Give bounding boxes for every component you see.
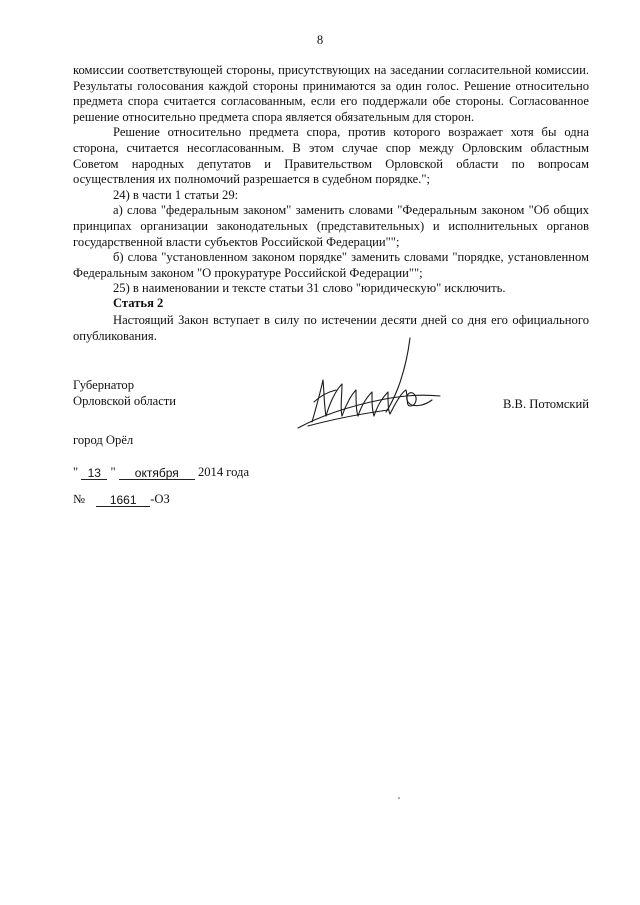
page-number: 8 — [316, 33, 324, 47]
article-heading: Статья 2 — [113, 296, 164, 310]
signatory-position — [73, 378, 176, 409]
handwritten-signature — [290, 330, 450, 440]
law-number-field — [96, 492, 150, 507]
date-open-quote: " — [73, 465, 79, 479]
position-line: Орловской области — [73, 393, 177, 408]
paragraph: б) слова "установленном законом порядке" заменить словами "порядке, установленном Федеральным законом "О прокуратуре Российской Федерации""; — [73, 250, 589, 280]
law-number-line — [73, 492, 170, 508]
date-month-field — [119, 465, 195, 480]
number-sign: № — [73, 492, 86, 506]
paragraph: 24) в части 1 статьи 29: — [113, 187, 239, 202]
date-year: 2014 года — [197, 465, 250, 479]
paragraph: Решение относительно предмета спора, против которого возражает хотя бы одна сторона, считается несогласованным. В этом случае спор между Орловским областным Советом народных депутатов и Правительством Орловской области по вопросам осуществления их полномочий разрешается в судебном порядке."; — [73, 125, 589, 187]
paragraph: комиссии соответствующей стороны, присутствующих на заседании согласительной комиссии. Результаты голосования каждой стороны принимаются за один голос. Решение относительно предмета спора считается согласованным, если его поддержали обе стороны. Согласованное решение относительно предмета спора является обязательным для сторон. — [73, 63, 589, 124]
law-body-text — [73, 63, 589, 297]
date-close-quote: " — [110, 465, 116, 479]
paragraph: 25) в наименовании и тексте статьи 31 слово "юридическую" исключить. — [113, 281, 506, 296]
paragraph: а) слова "федеральным законом" заменить словами "Федеральным законом "Об общих принципах организации законодательных (представительных) и исполнительных органов государственной власти субъектов Российской Федерации""; — [73, 203, 589, 249]
scan-speck — [398, 797, 400, 799]
city: город Орёл — [73, 433, 134, 447]
date-day-field — [81, 465, 107, 480]
law-number-suffix: -ОЗ — [150, 492, 170, 506]
date-line — [73, 465, 249, 481]
signatory-name: В.В. Потомский — [503, 397, 590, 411]
law-number: 1661 — [109, 493, 137, 507]
article-text: Настоящий Закон вступает в силу по истечении десяти дней со дня его официального опубликования. — [73, 313, 589, 343]
position-line: Губернатор — [73, 378, 134, 392]
date-month: октября — [134, 466, 179, 480]
date-day: 13 — [87, 466, 101, 480]
